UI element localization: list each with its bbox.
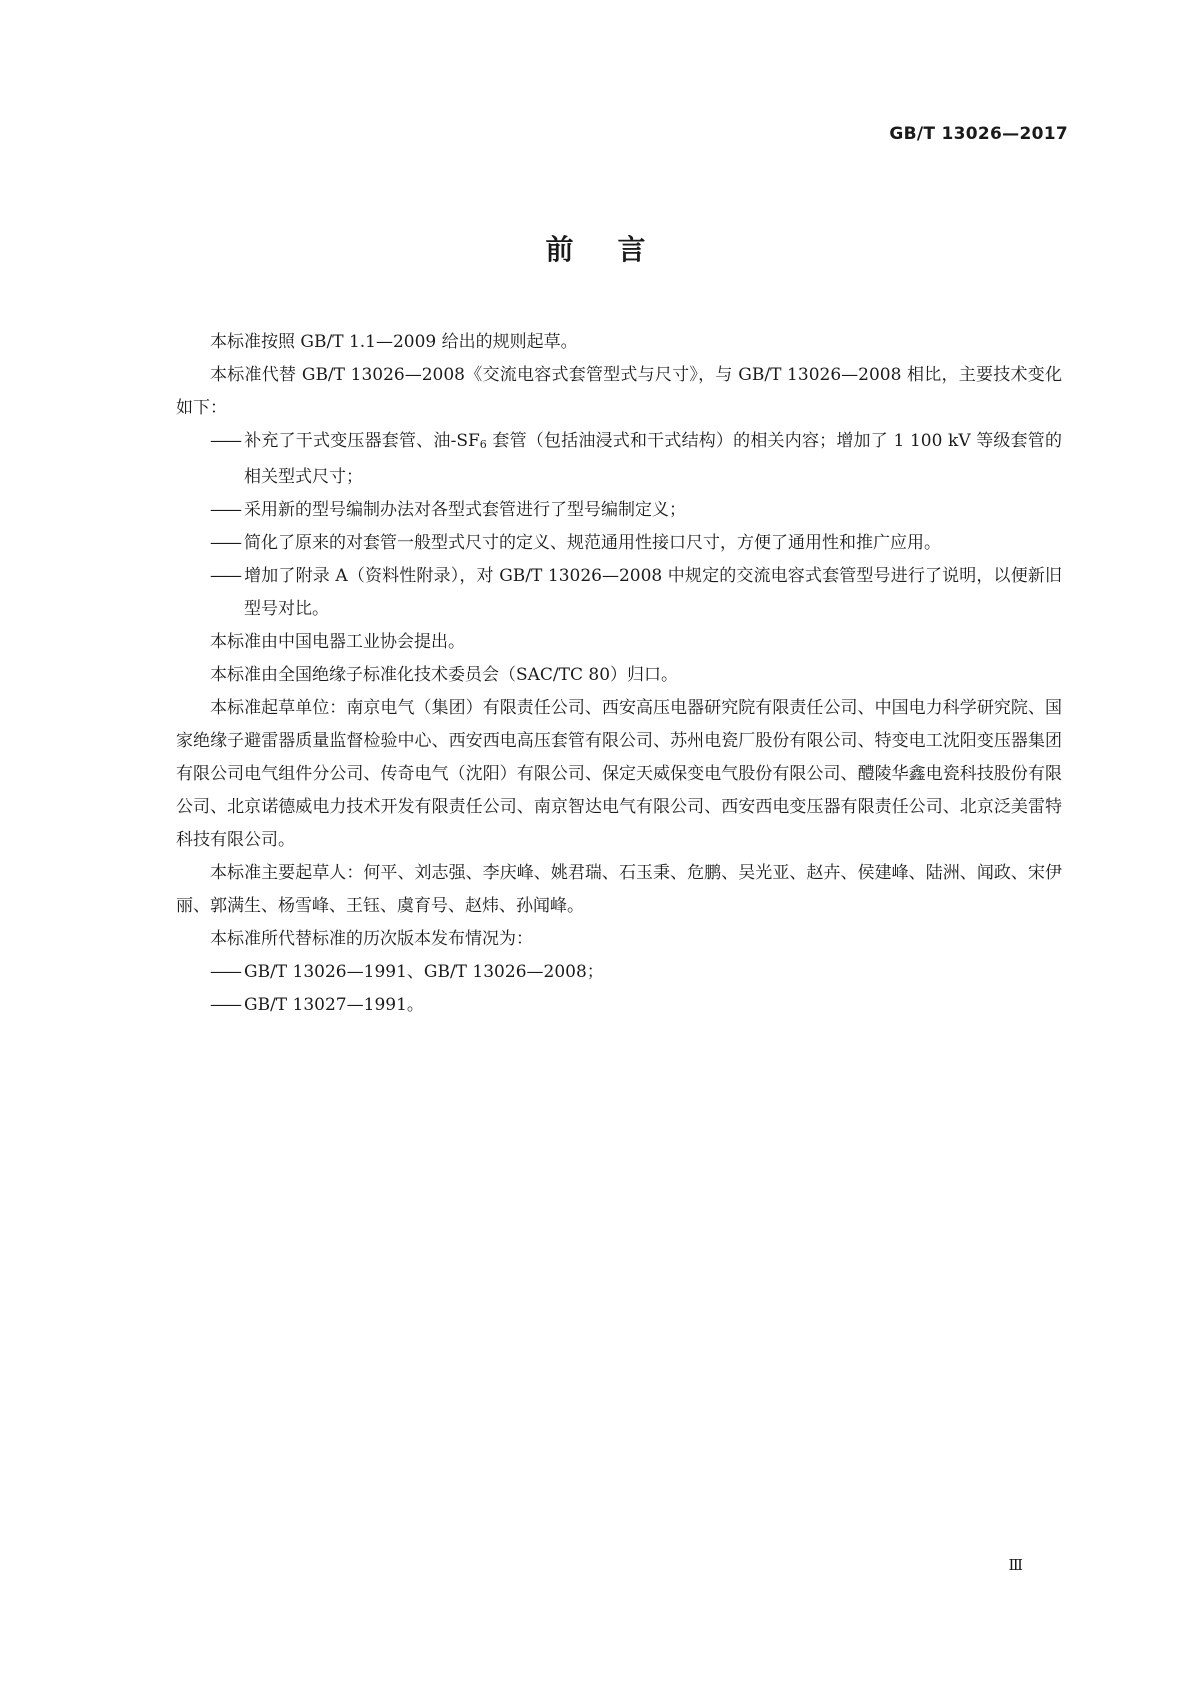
dash-marker: —— bbox=[210, 566, 240, 586]
paragraph-proposer: 本标准由中国电器工业协会提出。 bbox=[210, 632, 465, 652]
standard-number: GB/T 13026—2017 bbox=[889, 124, 1068, 144]
paragraph-drafting-rules: 本标准按照 GB/T 1.1—2009 给出的规则起草。 bbox=[210, 332, 578, 352]
change-item-1-text-b: 套管（包括油浸式和干式结构）的相关内容；增加了 1 100 kV 等级套管的相关型式尺寸； bbox=[244, 431, 1062, 487]
history-item-2 bbox=[176, 989, 1062, 1022]
page-number: Ⅲ bbox=[1008, 1556, 1023, 1574]
page-title: 前言 bbox=[545, 233, 690, 266]
paragraph-replacement: 本标准代替 GB/T 13026—2008《交流电容式套管型式与尺寸》，与 GB/T 13026—2008 相比，主要技术变化如下： bbox=[176, 365, 1062, 418]
change-item-3 bbox=[176, 527, 1062, 560]
paragraph-drafters: 本标准主要起草人：何平、刘志强、李庆峰、姚君瑞、石玉秉、危鹏、吴光亚、赵卉、侯建峰、陆洲、闻政、宋伊丽、郭满生、杨雪峰、王钰、虞育号、赵炜、孙闻峰。 bbox=[176, 863, 1062, 916]
change-item-2-text: 采用新的型号编制办法对各型式套管进行了型号编制定义； bbox=[244, 500, 686, 520]
foreword-body bbox=[176, 326, 1062, 1022]
dash-marker: —— bbox=[210, 533, 240, 553]
dash-marker: —— bbox=[210, 962, 240, 982]
history-item-1-text: GB/T 13026—1991、GB/T 13026—2008； bbox=[244, 962, 604, 982]
dash-marker: —— bbox=[210, 431, 240, 451]
change-item-3-text: 简化了原来的对套管一般型式尺寸的定义、规范通用性接口尺寸，方便了通用性和推广应用。 bbox=[244, 533, 941, 553]
change-item-1-text-a: 补充了干式变压器套管、油-SF bbox=[244, 431, 480, 451]
paragraph-drafting-units: 本标准起草单位：南京电气（集团）有限责任公司、西安高压电器研究院有限责任公司、中国电力科学研究院、国家绝缘子避雷器质量监督检验中心、西安西电高压套管有限公司、苏州电瓷厂股份有限公司、特变电工沈阳变压器集团有限公司电气组件分公司、传奇电气（沈阳）有限公司、保定天威保变电气股份有限公司、醴陵华鑫电瓷科技股份有限公司、北京诺德威电力技术开发有限责任公司、南京智达电气有限公司、西安西电变压器有限责任公司、北京泛美雷特科技有限公司。 bbox=[176, 698, 1062, 850]
paragraph-committee: 本标准由全国绝缘子标准化技术委员会（SAC/TC 80）归口。 bbox=[210, 665, 679, 685]
paragraph-history-intro: 本标准所代替标准的历次版本发布情况为： bbox=[210, 929, 533, 949]
change-item-2 bbox=[176, 494, 1062, 527]
dash-marker: —— bbox=[210, 500, 240, 520]
change-item-1 bbox=[176, 425, 1062, 494]
dash-marker: —— bbox=[210, 995, 240, 1015]
change-item-4-text: 增加了附录 A（资料性附录），对 GB/T 13026—2008 中规定的交流电容式套管型号进行了说明，以便新旧型号对比。 bbox=[244, 566, 1062, 619]
history-item-2-text: GB/T 13027—1991。 bbox=[244, 995, 424, 1015]
change-item-4 bbox=[176, 560, 1062, 626]
history-item-1 bbox=[176, 956, 1062, 989]
change-item-1-subscript: 6 bbox=[479, 438, 487, 451]
